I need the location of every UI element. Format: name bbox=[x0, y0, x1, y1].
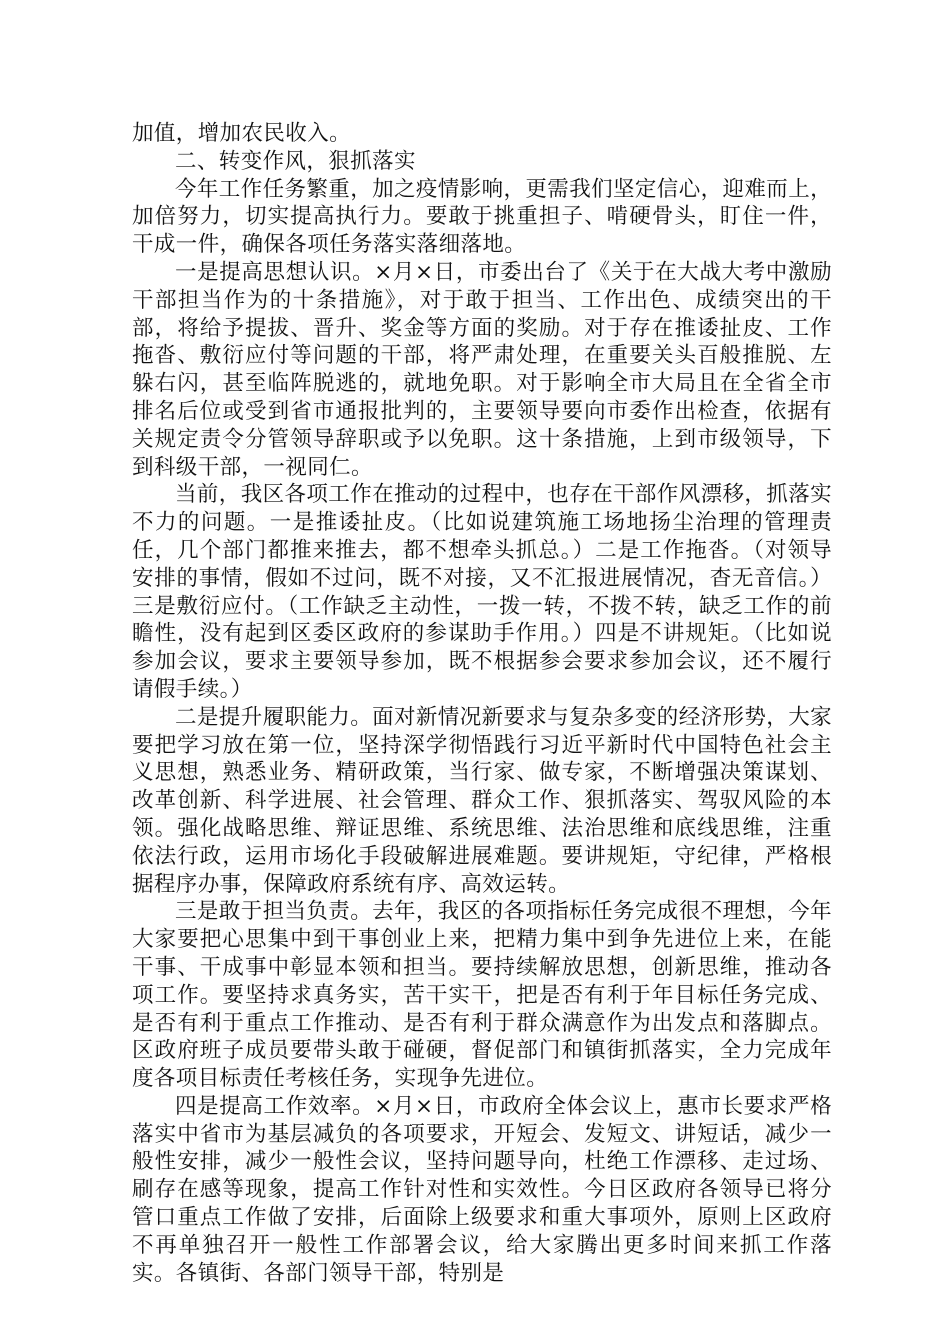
document-body bbox=[132, 120, 832, 1287]
section-heading: 二、转变作风，狠抓落实 bbox=[175, 148, 416, 174]
paragraph-continuation: 加值，增加农民收入。 bbox=[132, 121, 352, 146]
paragraph: 二是提升履职能力。面对新情况新要求与复杂多变的经济形势，大家要把学习放在第一位，坚持深学彻悟践行习近平新时代中国特色社会主义思想，熟悉业务、精研政策，当行家、做专家，不断增强决策谋划、改革创新、科学进展、社会管理、群众工作、狠抓落实、驾驭风险的本领。强化战略思维、辩证思维、系统思维、法治思维和底线思维，注重依法行政，运用市场化手段破解进展难题。要讲规矩，守纪律，严格根据程序办事，保障政府系统有序、高效运转。 bbox=[132, 704, 833, 897]
paragraph: 一是提高思想认识。×月×日，市委出台了《关于在大战大考中激励干部担当作为的十条措施》，对于敢于担当、工作出色、成绩突出的干部，将给予提拔、晋升、奖金等方面的奖励。对于存在推诿扯皮、工作拖沓、敷衍应付等问题的干部，将严肃处理，在重要关头百般推脱、左躲右闪，甚至临阵脱逃的，就地免职。对于影响全市大局且在全省全市排名后位或受到省市通报批判的，主要领导要向市委作出检查，依据有关规定责令分管领导辞职或予以免职。这十条措施，上到市级领导，下到科级干部，一视同仁。 bbox=[132, 259, 832, 480]
paragraph: 三是敢于担当负责。去年，我区的各项指标任务完成很不理想，今年大家要把心思集中到干事创业上来，把精力集中到争先进位上来，在能干事、干成事中彰显本领和担当。要持续解放思想，创新思维，推动各项工作。要坚持求真务实，苦干实干，把是否有利于年目标任务完成、是否有利于重点工作推动、是否有利于群众满意作为出发点和落脚点。区政府班子成员要带头敢于碰硬，督促部门和镇街抓落实，全力完成年度各项目标责任考核任务，实现争先进位。 bbox=[132, 899, 833, 1092]
paragraph: 四是提高工作效率。×月×日，市政府全体会议上，惠市长要求严格落实中省市为基层减负的各项要求，开短会、发短文、讲短话，减少一般性安排，减少一般性会议，坚持问题导向，杜绝工作漂移、走过场、刷存在感等现象，提高工作针对性和实效性。今日区政府各领导已将分管口重点工作做了安排，后面除上级要求和重大事项外，原则上区政府不再单独召开一般性工作部署会议，给大家腾出更多时间来抓工作落实。各镇街、各部门领导干部，特别是 bbox=[132, 1093, 832, 1286]
paragraph: 当前，我区各项工作在推动的过程中，也存在干部作风漂移，抓落实不力的问题。一是推诿扯皮。（比如说建筑施工场地扬尘治理的管理责任，几个部门都推来推去，都不想牵头抓总。）二是工作拖沓。（对领导安排的事情，假如不过问，既不对接，又不汇报进展情况，杳无音信。）三是敷衍应付。（工作缺乏主动性，一拨一转，不拨不转，缺乏工作的前瞻性，没有起到区委区政府的参谋助手作用。）四是不讲规矩。（比如说参加会议，要求主要领导参加，既不根据参会要求参加会议，还不履行请假手续。） bbox=[132, 482, 833, 702]
paragraph: 今年工作任务繁重，加之疫情影响，更需我们坚定信心，迎难而上，加倍努力，切实提高执行力。要敢于挑重担子、啃硬骨头，盯住一件，干成一件，确保各项任务落实落细落地。 bbox=[132, 176, 833, 258]
